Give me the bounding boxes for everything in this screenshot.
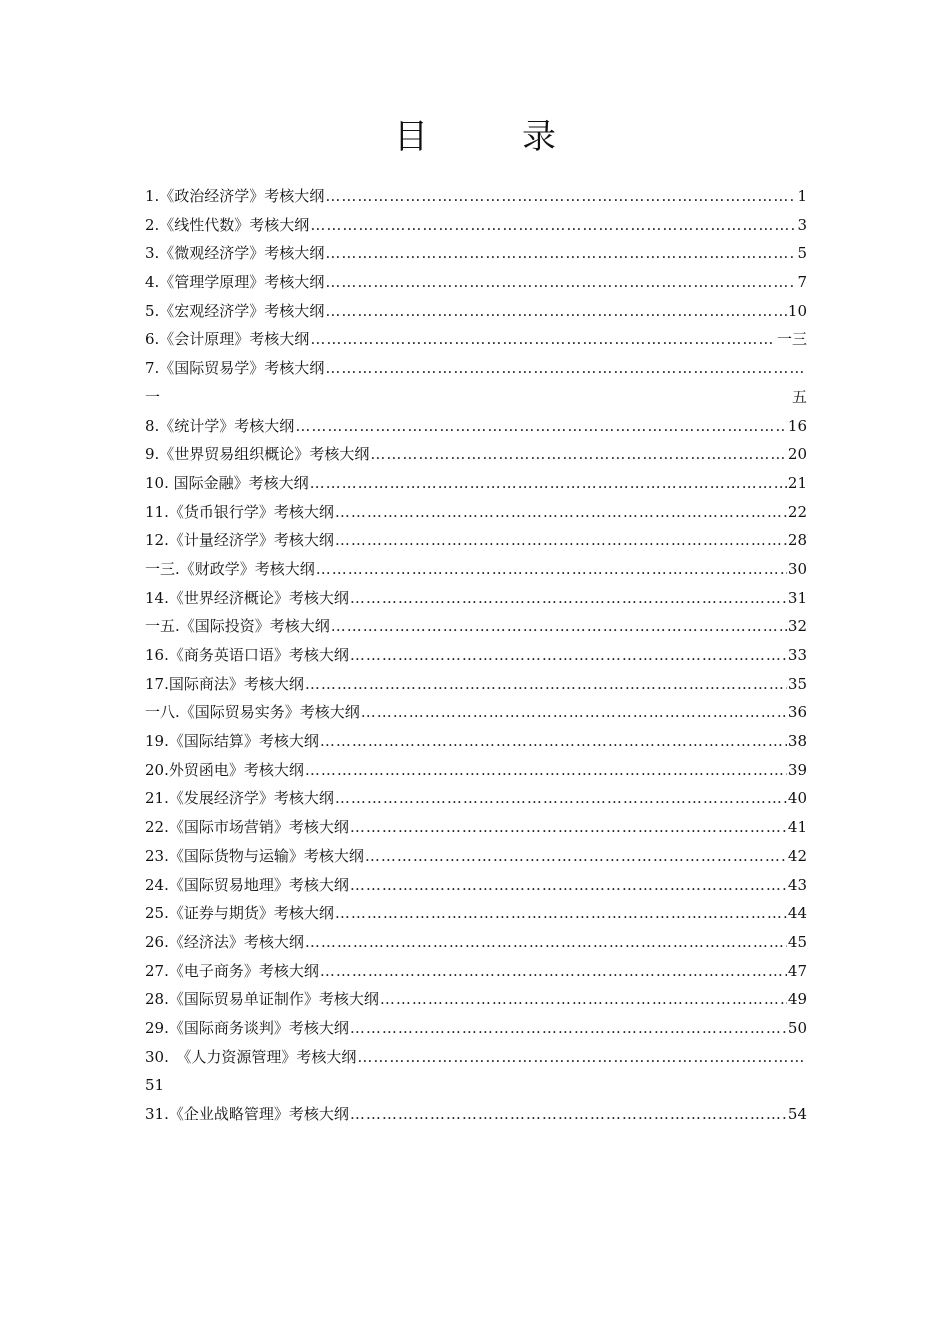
toc-entry[interactable] [145,641,807,670]
toc-entry[interactable] [145,928,807,957]
toc-entry-label: 31.《企业战略管理》考核大纲 [145,1105,349,1123]
toc-leader-dots [350,813,787,842]
page-title: 目 录 [394,117,586,157]
toc-entry[interactable] [145,469,807,498]
toc-entry-label: 27.《电子商务》考核大纲 [145,961,319,980]
toc-entry[interactable] [145,498,807,527]
toc-entry-label: 51 [145,1076,165,1095]
toc-entry-label: 5.《宏观经济学》考核大纲 [145,301,325,320]
toc-entry-label: 23.《国际货物与运输》考核大纲 [145,846,364,865]
toc-entry-page: 16 [787,416,807,435]
toc-entry[interactable] [145,670,807,699]
toc-entry-page: 10 [787,301,807,320]
toc-entry[interactable] [145,211,807,240]
toc-entry-page: 32 [787,617,807,636]
toc-entry-label: 3.《微观经济学》考核大纲 [145,244,325,263]
table-of-contents [145,182,807,1129]
toc-entry-label: 7.《国际贸易学》考核大纲 [145,359,325,378]
toc-entry[interactable] [145,1100,807,1129]
toc-entry[interactable] [145,383,807,412]
toc-entry-label: 1.《政治经济学》考核大纲 [145,187,325,205]
toc-entry[interactable] [145,698,807,727]
toc-entry-label: 20.外贸函电》考核大纲 [145,760,304,779]
toc-leader-dots [325,354,806,383]
toc-entry-page: 20 [787,445,807,464]
toc-entry-page: 50 [787,1018,807,1037]
toc-entry-label: 10. 国际金融》考核大纲 [145,473,309,492]
toc-entry-page: 33 [787,646,807,664]
toc-leader-dots [331,612,787,641]
toc-entry-label: 9.《世界贸易组织概论》考核大纲 [145,445,370,464]
toc-leader-dots [350,1014,787,1043]
toc-entry-page: 44 [787,904,807,923]
toc-leader-dots [310,325,776,354]
toc-leader-dots [350,871,787,900]
toc-entry-page: 7 [797,273,807,292]
toc-entry[interactable] [145,526,807,555]
toc-entry-label: 24.《国际贸易地理》考核大纲 [145,875,349,894]
toc-entry-page: 47 [787,961,807,980]
toc-leader-dots [350,641,787,670]
toc-entry[interactable] [145,239,807,268]
toc-leader-dots [305,928,787,957]
toc-entry-page: 49 [787,990,807,1009]
toc-entry-label: 一五.《国际投资》考核大纲 [145,617,330,636]
toc-entry[interactable] [145,784,807,813]
toc-entry-page: 54 [787,1105,807,1123]
toc-entry-page: 31 [787,588,807,607]
toc-entry-label: 22.《国际市场营销》考核大纲 [145,818,349,837]
toc-entry-page: 41 [787,818,807,837]
toc-entry-page: 1 [797,187,807,205]
toc-leader-dots [335,899,787,928]
toc-leader-dots [316,555,787,584]
toc-entry-label: 4.《管理学原理》考核大纲 [145,273,325,292]
toc-entry[interactable] [145,584,807,613]
toc-entry-page: 39 [787,760,807,779]
toc-leader-dots [365,842,787,871]
toc-entry-page: 35 [787,674,807,693]
toc-entry-label: 17.国际商法》考核大纲 [145,674,304,693]
toc-entry[interactable] [145,182,807,211]
toc-leader-dots [357,1043,806,1072]
toc-entry[interactable] [145,325,807,354]
toc-entry[interactable] [145,871,807,900]
toc-leader-dots [295,412,787,441]
toc-leader-dots [361,698,787,727]
toc-entry-page: 42 [787,846,807,865]
toc-leader-dots [325,268,796,297]
toc-entry-label: 30. 《人力资源管理》考核大纲 [145,1047,357,1066]
toc-entry[interactable] [145,612,807,641]
toc-entry-page: 40 [787,789,807,808]
toc-entry[interactable] [145,297,807,326]
toc-entry-label: 一八.《国际贸易实务》考核大纲 [145,703,360,722]
toc-leader-dots [310,469,787,498]
toc-entry-label: 一三.《财政学》考核大纲 [145,559,315,578]
toc-leader-dots [370,440,787,469]
toc-entry-page: 45 [787,932,807,951]
toc-entry[interactable] [145,985,807,1014]
toc-entry-page: 五 [791,387,807,406]
toc-entry-label: 26.《经济法》考核大纲 [145,932,304,951]
toc-leader-dots [325,297,787,326]
toc-entry[interactable] [145,813,807,842]
toc-entry[interactable] [145,412,807,441]
toc-leader-dots [305,756,787,785]
toc-entry[interactable] [145,440,807,469]
toc-entry-label: 6.《会计原理》考核大纲 [145,330,310,349]
toc-leader-dots [350,584,787,613]
toc-entry-label: 11.《货币银行学》考核大纲 [145,502,334,521]
toc-leader-dots [320,957,787,986]
toc-entry-page: 21 [787,473,807,492]
toc-entry-label: 16.《商务英语口语》考核大纲 [145,646,349,664]
toc-entry-page: 30 [787,559,807,578]
toc-leader-dots [335,784,787,813]
toc-entry-page: 22 [787,502,807,521]
toc-entry-page: 5 [797,244,807,263]
toc-leader-dots [310,211,796,240]
toc-entry[interactable] [145,555,807,584]
toc-entry[interactable] [145,268,807,297]
toc-entry[interactable] [145,1043,807,1072]
toc-leader-dots [320,727,787,756]
toc-leader-dots [380,985,787,1014]
toc-entry[interactable] [145,756,807,785]
toc-entry-label: 一 [145,387,161,406]
toc-entry-page: 3 [797,215,807,234]
toc-entry-page: 38 [787,732,807,751]
toc-leader-dots [325,239,796,268]
toc-entry-page: 43 [787,875,807,894]
toc-entry[interactable] [145,957,807,986]
toc-entry-page: 一三 [776,330,807,349]
toc-leader-dots [325,182,796,211]
toc-entry-page: 36 [787,703,807,722]
toc-entry-label: 25.《证券与期货》考核大纲 [145,904,334,923]
toc-entry[interactable] [145,1071,807,1100]
toc-entry[interactable] [145,1014,807,1043]
toc-leader-dots [335,498,787,527]
toc-entry-label: 21.《发展经济学》考核大纲 [145,789,334,808]
toc-entry[interactable] [145,354,807,383]
toc-entry[interactable] [145,899,807,928]
toc-leader-dots [305,670,787,699]
toc-entry-label: 29.《国际商务谈判》考核大纲 [145,1018,349,1037]
toc-entry[interactable] [145,842,807,871]
toc-entry-label: 8.《统计学》考核大纲 [145,416,295,435]
toc-entry-label: 2.《线性代数》考核大纲 [145,215,310,234]
toc-leader-dots [350,1100,787,1129]
toc-leader-dots [335,526,787,555]
toc-entry-label: 12.《计量经济学》考核大纲 [145,531,334,550]
toc-entry-page: 28 [787,531,807,550]
toc-entry[interactable] [145,727,807,756]
toc-entry-label: 14.《世界经济概论》考核大纲 [145,588,349,607]
toc-entry-label: 19.《国际结算》考核大纲 [145,732,319,751]
toc-entry-label: 28.《国际贸易单证制作》考核大纲 [145,990,379,1009]
